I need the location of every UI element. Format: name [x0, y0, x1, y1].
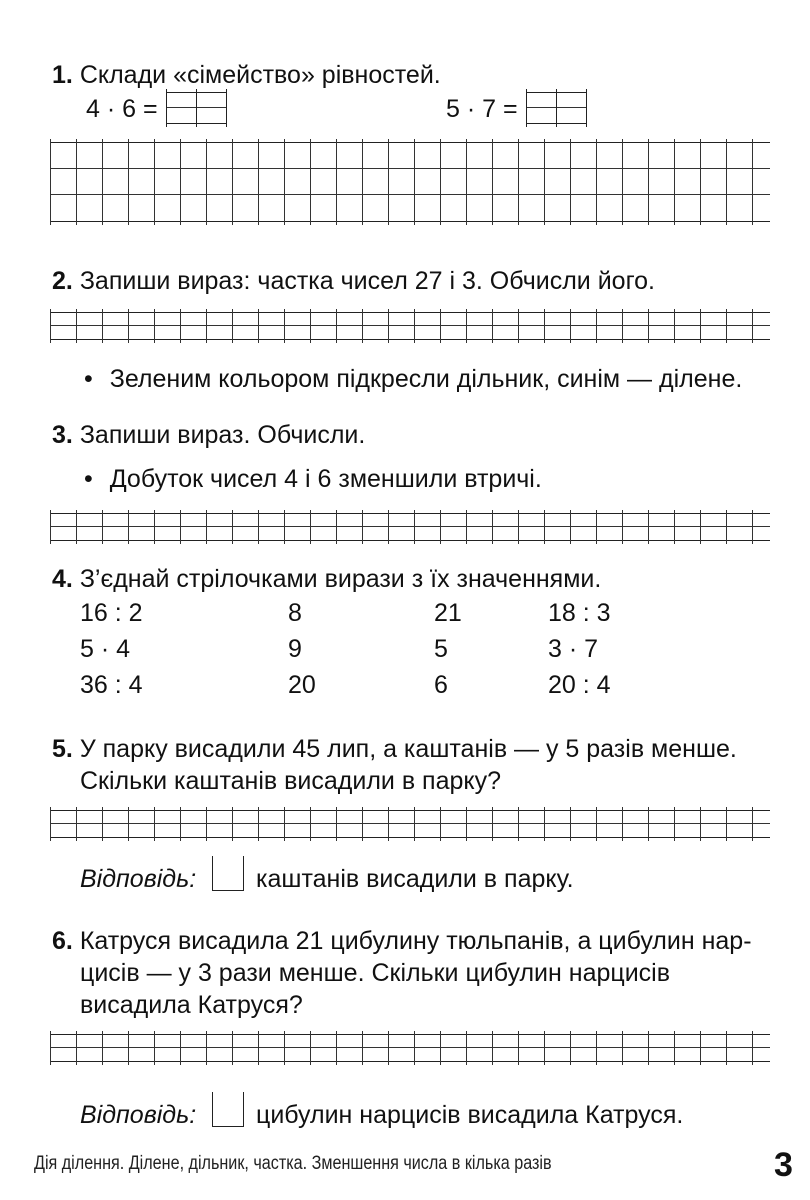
task6-line2: цисів — у 3 рази менше. Скільки цибулин нарцисів — [80, 959, 671, 987]
task2-text: Запиши вираз: частка чисел 27 і 3. Обчисли його. — [79, 267, 655, 295]
task4-cell[interactable]: 5 — [434, 635, 448, 663]
task2-note — [84, 364, 742, 394]
task4-cell[interactable]: 36 : 4 — [80, 671, 143, 699]
bullet-icon: • — [84, 365, 93, 393]
task6-answer-box[interactable] — [212, 1092, 244, 1127]
task6-writing-grid[interactable] — [50, 1034, 770, 1062]
task4-heading — [52, 564, 601, 594]
task6-answer-text: цибулин нарцисів висадила Катруся. — [256, 1101, 684, 1129]
task3-heading — [52, 420, 365, 450]
task4-cell[interactable]: 16 : 2 — [80, 599, 143, 627]
task1-expr-b: 5 · 7 = — [446, 95, 518, 123]
task3-number: 3. — [52, 421, 73, 449]
task6-answer-label: Відповідь: — [80, 1101, 197, 1129]
task5-line1: У парку висадили 45 лип, а каштанів — у 5 разів менше. — [79, 735, 737, 763]
task2-number: 2. — [52, 267, 73, 295]
task4-cell[interactable]: 18 : 3 — [548, 599, 611, 627]
task5-answer-text: каштанів висадили в парку. — [256, 865, 574, 893]
task4-cell[interactable]: 3 · 7 — [548, 635, 599, 663]
task5-number: 5. — [52, 735, 73, 763]
task6-number: 6. — [52, 927, 73, 955]
task5-heading — [52, 734, 737, 764]
task5-answer — [80, 864, 196, 894]
task5-line2: Скільки каштанів висадили в парку? — [80, 767, 502, 795]
task5-answer-label: Відповідь: — [80, 865, 197, 893]
task4-cell[interactable]: 5 · 4 — [80, 635, 131, 663]
task6-line3: висадила Катруся? — [80, 991, 303, 1019]
task2-heading — [52, 266, 655, 296]
bullet-icon: • — [84, 465, 93, 493]
task4-cell[interactable]: 20 : 4 — [548, 671, 611, 699]
task4-cell[interactable]: 6 — [434, 671, 448, 699]
task2-writing-grid[interactable] — [50, 312, 770, 340]
task5-writing-grid[interactable] — [50, 810, 770, 838]
task3-note-text: Добуток чисел 4 і 6 зменшили втричі. — [109, 465, 542, 493]
task4-cell[interactable]: 21 — [434, 599, 462, 627]
task1-text: Склади «сімейство» рівностей. — [79, 61, 441, 89]
task4-number: 4. — [52, 565, 73, 593]
footer-topic: Дія ділення. Ділене, дільник, частка. Зменшення числа в кілька разів — [34, 1153, 552, 1174]
task6-answer — [80, 1100, 196, 1130]
task4-text: З’єднай стрілочками вирази з їх значеннями. — [79, 565, 602, 593]
task2-note-text: Зеленим кольором підкресли дільник, синім — ділене. — [109, 365, 743, 393]
task6-line1: Катруся висадила 21 цибулину тюльпанів, а цибулин нар- — [79, 927, 752, 955]
task4-cell[interactable]: 20 — [288, 671, 316, 699]
task5-answer-box[interactable] — [212, 856, 244, 891]
task6-heading — [52, 926, 752, 956]
task3-writing-grid[interactable] — [50, 513, 770, 541]
task4-cell[interactable]: 9 — [288, 635, 302, 663]
task1-writing-grid[interactable] — [50, 142, 770, 222]
task1-answer-cells-b[interactable] — [526, 92, 586, 124]
task4-cell[interactable]: 8 — [288, 599, 302, 627]
task3-text: Запиши вираз. Обчисли. — [79, 421, 366, 449]
task1-number: 1. — [52, 61, 73, 89]
task1-heading — [52, 60, 441, 90]
task1-answer-cells-a[interactable] — [166, 92, 226, 124]
page-number: 3 — [774, 1146, 793, 1184]
task1-expr-a: 4 · 6 = — [86, 95, 158, 123]
task3-note — [84, 464, 542, 494]
